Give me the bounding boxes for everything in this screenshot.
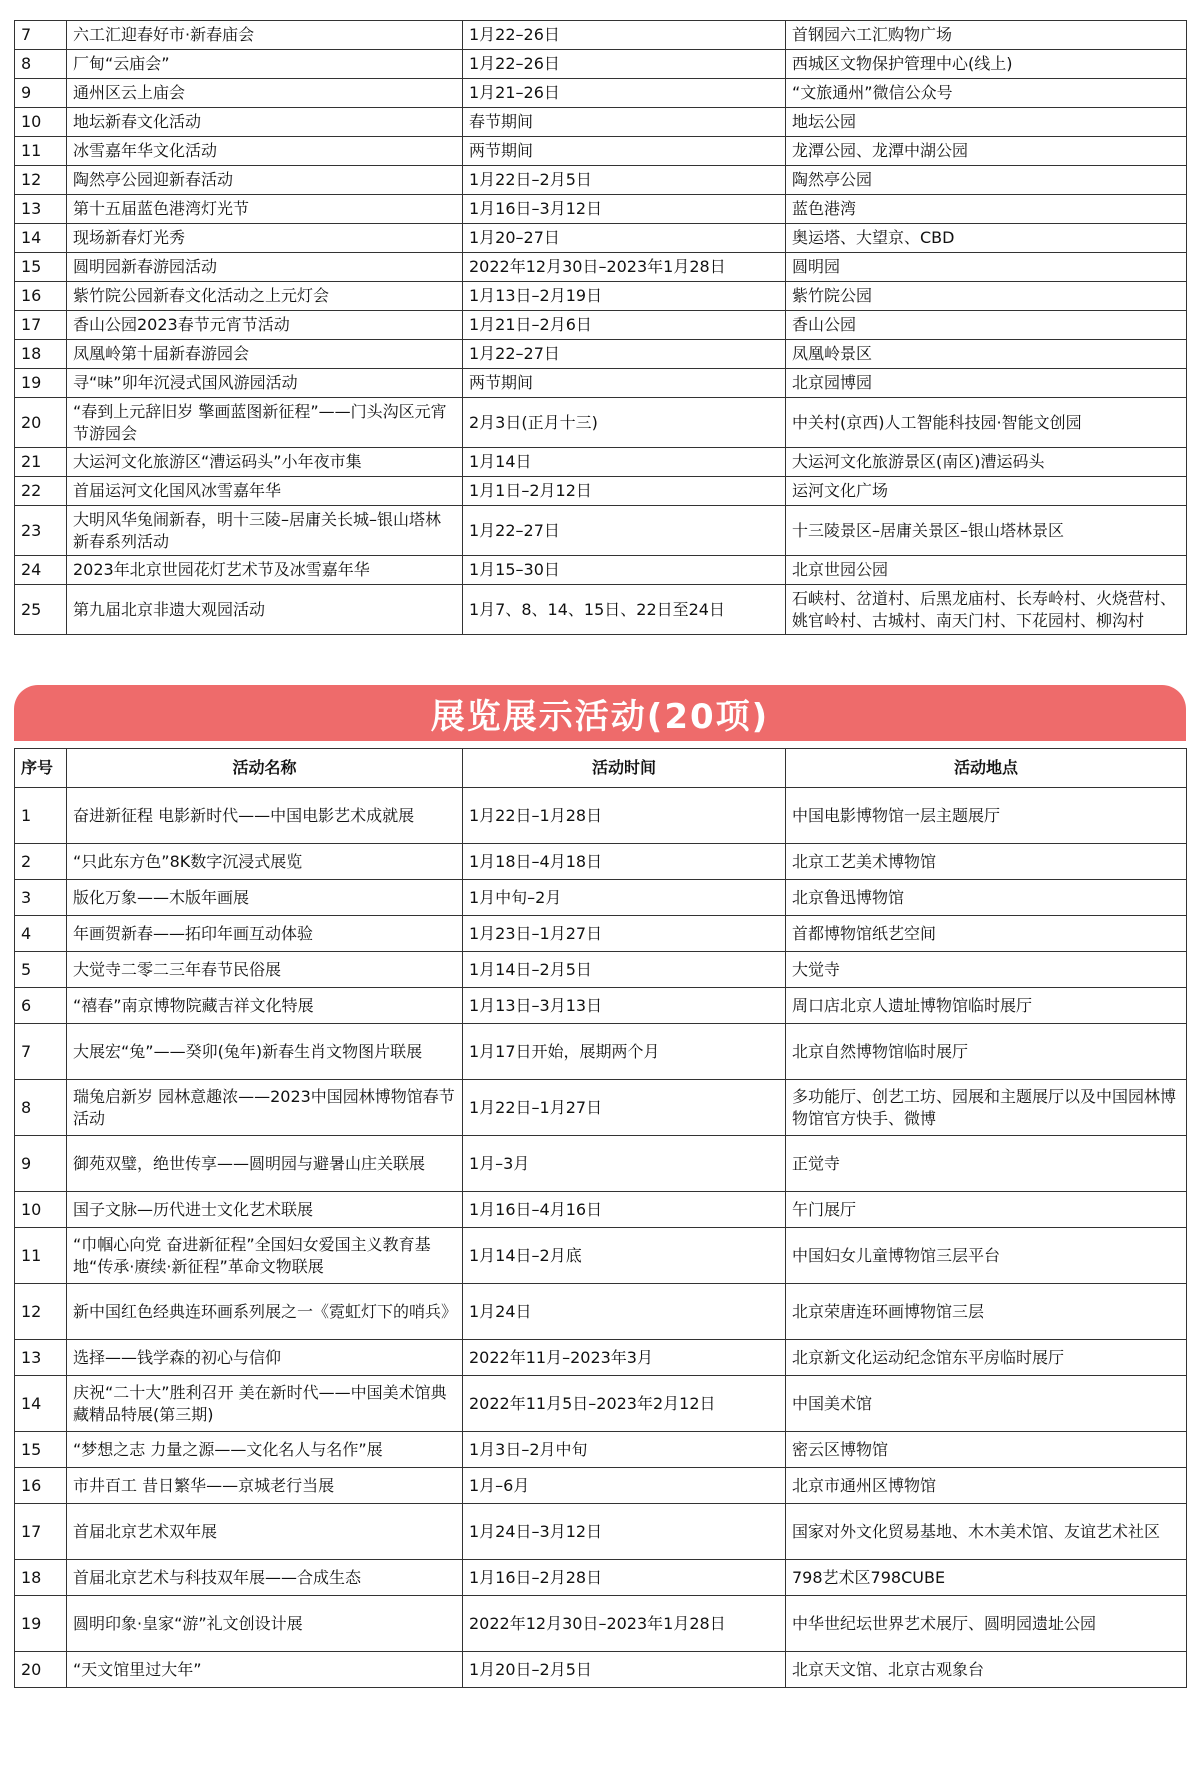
cell-name: 凤凰岭第十届新春游园会	[67, 340, 463, 369]
table-row	[15, 1596, 1187, 1652]
cell-no: 16	[15, 1468, 67, 1504]
cell-name: 第九届北京非遗大观园活动	[67, 585, 463, 635]
cell-no: 11	[15, 137, 67, 166]
cell-name: 新中国红色经典连环画系列展之一《霓虹灯下的哨兵》	[67, 1284, 463, 1340]
cell-no: 12	[15, 166, 67, 195]
cell-time: 1月3日–2月中旬	[463, 1432, 786, 1468]
table-row	[15, 108, 1187, 137]
cell-place: 紫竹院公园	[786, 282, 1187, 311]
cell-name: 紫竹院公园新春文化活动之上元灯会	[67, 282, 463, 311]
table-row	[15, 137, 1187, 166]
cell-place: 国家对外文化贸易基地、木木美术馆、友谊艺术社区	[786, 1504, 1187, 1560]
cell-no: 17	[15, 1504, 67, 1560]
cell-time: 1月13日–3月13日	[463, 988, 786, 1024]
cell-no: 9	[15, 79, 67, 108]
table-row	[15, 880, 1187, 916]
cell-place: 香山公园	[786, 311, 1187, 340]
table-row	[15, 340, 1187, 369]
cell-name: 首届北京艺术双年展	[67, 1504, 463, 1560]
cell-time: 1月14日–2月底	[463, 1228, 786, 1284]
table-row	[15, 477, 1187, 506]
table-row	[15, 1136, 1187, 1192]
cell-place: “文旅通州”微信公众号	[786, 79, 1187, 108]
cell-place: 密云区博物馆	[786, 1432, 1187, 1468]
cell-time: 1月24日–3月12日	[463, 1504, 786, 1560]
cell-time: 2022年12月30日–2023年1月28日	[463, 1596, 786, 1652]
exhibition-table	[14, 748, 1187, 1688]
cell-no: 12	[15, 1284, 67, 1340]
cell-name: 圆明园新春游园活动	[67, 253, 463, 282]
cell-time: 1月14日–2月5日	[463, 952, 786, 988]
cell-time: 1月22日–2月5日	[463, 166, 786, 195]
cell-place: 中关村(京西)人工智能科技园·智能文创园	[786, 398, 1187, 448]
cell-time: 1月24日	[463, 1284, 786, 1340]
table-row	[15, 1560, 1187, 1596]
cell-name: 御苑双璧，绝世传享——圆明园与避暑山庄关联展	[67, 1136, 463, 1192]
cell-place: 奥运塔、大望京、CBD	[786, 224, 1187, 253]
table-row	[15, 1340, 1187, 1376]
cell-place: 798艺术区798CUBE	[786, 1560, 1187, 1596]
cell-name: 六工汇迎春好市·新春庙会	[67, 21, 463, 50]
table-row	[15, 1376, 1187, 1432]
cell-place: 北京荣唐连环画博物馆三层	[786, 1284, 1187, 1340]
cell-place: 正觉寺	[786, 1136, 1187, 1192]
cell-name: 冰雪嘉年华文化活动	[67, 137, 463, 166]
cell-name: 陶然亭公园迎新春活动	[67, 166, 463, 195]
cell-time: 1月18日–4月18日	[463, 844, 786, 880]
cell-no: 14	[15, 224, 67, 253]
cell-time: 两节期间	[463, 137, 786, 166]
cell-place: 中国妇女儿童博物馆三层平台	[786, 1228, 1187, 1284]
cell-name: 大展宏“兔”——癸卯(兔年)新春生肖文物图片联展	[67, 1024, 463, 1080]
table-row	[15, 1504, 1187, 1560]
cell-time: 1月23日–1月27日	[463, 916, 786, 952]
cell-name: 版化万象——木版年画展	[67, 880, 463, 916]
cell-no: 24	[15, 556, 67, 585]
cell-no: 18	[15, 1560, 67, 1596]
cell-no: 4	[15, 916, 67, 952]
cell-no: 15	[15, 253, 67, 282]
cell-no: 1	[15, 788, 67, 844]
table-row	[15, 844, 1187, 880]
cell-place: 首都博物馆纸艺空间	[786, 916, 1187, 952]
cell-time: 1月中旬–2月	[463, 880, 786, 916]
cell-name: “只此东方色”8K数字沉浸式展览	[67, 844, 463, 880]
cell-time: 2月3日(正月十三)	[463, 398, 786, 448]
cell-time: 2022年12月30日–2023年1月28日	[463, 253, 786, 282]
table-row	[15, 1080, 1187, 1136]
table-row	[15, 1192, 1187, 1228]
cell-place: 北京工艺美术博物馆	[786, 844, 1187, 880]
table-row	[15, 21, 1187, 50]
cell-name: 寻“味”卯年沉浸式国风游园活动	[67, 369, 463, 398]
cell-name: 现场新春灯光秀	[67, 224, 463, 253]
cell-no: 25	[15, 585, 67, 635]
cell-no: 8	[15, 1080, 67, 1136]
cell-place: 陶然亭公园	[786, 166, 1187, 195]
cell-no: 7	[15, 1024, 67, 1080]
table-row	[15, 253, 1187, 282]
table-row	[15, 282, 1187, 311]
cell-time: 1月–3月	[463, 1136, 786, 1192]
cell-no: 19	[15, 1596, 67, 1652]
cell-name: 大明风华兔闹新春，明十三陵–居庸关长城–银山塔林新春系列活动	[67, 506, 463, 556]
cell-no: 8	[15, 50, 67, 79]
cell-no: 6	[15, 988, 67, 1024]
cell-place: 蓝色港湾	[786, 195, 1187, 224]
cell-time: 1月1日–2月12日	[463, 477, 786, 506]
cell-name: 大运河文化旅游区“漕运码头”小年夜市集	[67, 448, 463, 477]
cell-no: 23	[15, 506, 67, 556]
cell-name: “梦想之志 力量之源——文化名人与名作”展	[67, 1432, 463, 1468]
cell-place: 运河文化广场	[786, 477, 1187, 506]
cell-time: 1月15–30日	[463, 556, 786, 585]
table-row	[15, 556, 1187, 585]
cell-no: 15	[15, 1432, 67, 1468]
cell-place: 中国美术馆	[786, 1376, 1187, 1432]
cell-name: 国子文脉—历代进士文化艺术联展	[67, 1192, 463, 1228]
table-row	[15, 952, 1187, 988]
header-time: 活动时间	[463, 749, 786, 788]
cell-no: 9	[15, 1136, 67, 1192]
table-row	[15, 506, 1187, 556]
cell-name: 奋进新征程 电影新时代——中国电影艺术成就展	[67, 788, 463, 844]
table-row	[15, 398, 1187, 448]
table-row	[15, 166, 1187, 195]
cell-name: 圆明印象·皇家“游”礼文创设计展	[67, 1596, 463, 1652]
cell-name: 大觉寺二零二三年春节民俗展	[67, 952, 463, 988]
cell-name: 年画贺新春——拓印年画互动体验	[67, 916, 463, 952]
cell-place: 北京天文馆、北京古观象台	[786, 1652, 1187, 1688]
cell-no: 2	[15, 844, 67, 880]
section-title: 展览展示活动(20项)	[430, 696, 770, 737]
cell-name: 厂甸“云庙会”	[67, 50, 463, 79]
cell-place: 圆明园	[786, 253, 1187, 282]
cell-time: 1月22–26日	[463, 21, 786, 50]
cell-no: 13	[15, 195, 67, 224]
cell-name: 香山公园2023春节元宵节活动	[67, 311, 463, 340]
cell-no: 16	[15, 282, 67, 311]
cell-time: 春节期间	[463, 108, 786, 137]
cell-no: 10	[15, 108, 67, 137]
cell-place: 北京自然博物馆临时展厅	[786, 1024, 1187, 1080]
cell-place: 大运河文化旅游景区(南区)漕运码头	[786, 448, 1187, 477]
cell-time: 两节期间	[463, 369, 786, 398]
cell-time: 1月22日–1月28日	[463, 788, 786, 844]
cell-time: 2022年11月5日–2023年2月12日	[463, 1376, 786, 1432]
cell-time: 1月16日–3月12日	[463, 195, 786, 224]
cell-place: 北京世园公园	[786, 556, 1187, 585]
table-row	[15, 369, 1187, 398]
table-row	[15, 585, 1187, 635]
cell-place: 龙潭公园、龙潭中湖公园	[786, 137, 1187, 166]
cell-name: “巾帼心向党 奋进新征程”全国妇女爱国主义教育基地“传承·赓续·新征程”革命文物联展	[67, 1228, 463, 1284]
cell-no: 13	[15, 1340, 67, 1376]
cell-time: 1月16日–2月28日	[463, 1560, 786, 1596]
cell-place: 中华世纪坛世界艺术展厅、圆明园遗址公园	[786, 1596, 1187, 1652]
cell-no: 10	[15, 1192, 67, 1228]
table-row	[15, 916, 1187, 952]
cell-name: 2023年北京世园花灯艺术节及冰雪嘉年华	[67, 556, 463, 585]
cell-place: 西城区文物保护管理中心(线上)	[786, 50, 1187, 79]
cell-time: 1月13日–2月19日	[463, 282, 786, 311]
cell-place: 北京园博园	[786, 369, 1187, 398]
cell-name: 庆祝“二十大”胜利召开 美在新时代——中国美术馆典藏精品特展(第三期)	[67, 1376, 463, 1432]
cell-place: 北京市通州区博物馆	[786, 1468, 1187, 1504]
cell-time: 1月16日–4月16日	[463, 1192, 786, 1228]
cell-name: 市井百工 昔日繁华——京城老行当展	[67, 1468, 463, 1504]
header-place: 活动地点	[786, 749, 1187, 788]
cell-no: 19	[15, 369, 67, 398]
cell-time: 1月22–27日	[463, 340, 786, 369]
events-table-continued	[14, 20, 1187, 635]
cell-time: 1月21–26日	[463, 79, 786, 108]
cell-place: 十三陵景区–居庸关景区–银山塔林景区	[786, 506, 1187, 556]
table-row	[15, 311, 1187, 340]
cell-place: 地坛公园	[786, 108, 1187, 137]
table-row	[15, 788, 1187, 844]
table-row	[15, 1228, 1187, 1284]
cell-time: 1月20日–2月5日	[463, 1652, 786, 1688]
cell-place: 北京鲁迅博物馆	[786, 880, 1187, 916]
table-row	[15, 1024, 1187, 1080]
cell-time: 1月22日–1月27日	[463, 1080, 786, 1136]
cell-no: 14	[15, 1376, 67, 1432]
section-banner	[14, 685, 1186, 741]
cell-place: 凤凰岭景区	[786, 340, 1187, 369]
cell-place: 大觉寺	[786, 952, 1187, 988]
table-row	[15, 50, 1187, 79]
cell-place: 多功能厅、创艺工坊、园展和主题展厅以及中国园林博物馆官方快手、微博	[786, 1080, 1187, 1136]
cell-time: 1月22–26日	[463, 50, 786, 79]
cell-name: “春到上元辞旧岁 擎画蓝图新征程”——门头沟区元宵节游园会	[67, 398, 463, 448]
cell-place: 北京新文化运动纪念馆东平房临时展厅	[786, 1340, 1187, 1376]
cell-name: “禧春”南京博物院藏吉祥文化特展	[67, 988, 463, 1024]
cell-name: “天文馆里过大年”	[67, 1652, 463, 1688]
cell-time: 1月17日开始，展期两个月	[463, 1024, 786, 1080]
cell-no: 20	[15, 1652, 67, 1688]
header-no: 序号	[15, 749, 67, 788]
cell-time: 1月21日–2月6日	[463, 311, 786, 340]
table-row	[15, 1652, 1187, 1688]
table-row	[15, 988, 1187, 1024]
cell-time: 1月14日	[463, 448, 786, 477]
header-name: 活动名称	[67, 749, 463, 788]
cell-name: 地坛新春文化活动	[67, 108, 463, 137]
table-row	[15, 79, 1187, 108]
cell-time: 1月7、8、14、15日、22日至24日	[463, 585, 786, 635]
cell-name: 选择——钱学森的初心与信仰	[67, 1340, 463, 1376]
cell-name: 首届运河文化国风冰雪嘉年华	[67, 477, 463, 506]
cell-place: 周口店北京人遗址博物馆临时展厅	[786, 988, 1187, 1024]
cell-time: 2022年11月–2023年3月	[463, 1340, 786, 1376]
cell-no: 17	[15, 311, 67, 340]
cell-name: 首届北京艺术与科技双年展——合成生态	[67, 1560, 463, 1596]
cell-time: 1月20–27日	[463, 224, 786, 253]
table-row	[15, 1432, 1187, 1468]
table-header-row	[15, 749, 1187, 788]
cell-no: 7	[15, 21, 67, 50]
cell-no: 21	[15, 448, 67, 477]
table-row	[15, 195, 1187, 224]
cell-no: 5	[15, 952, 67, 988]
cell-no: 18	[15, 340, 67, 369]
cell-place: 石峡村、岔道村、后黑龙庙村、长寿岭村、火烧营村、姚官岭村、古城村、南天门村、下花园村、柳沟村	[786, 585, 1187, 635]
cell-no: 20	[15, 398, 67, 448]
cell-name: 瑞兔启新岁 园林意趣浓——2023中国园林博物馆春节活动	[67, 1080, 463, 1136]
cell-place: 午门展厅	[786, 1192, 1187, 1228]
cell-name: 第十五届蓝色港湾灯光节	[67, 195, 463, 224]
cell-place: 首钢园六工汇购物广场	[786, 21, 1187, 50]
cell-time: 1月–6月	[463, 1468, 786, 1504]
cell-no: 11	[15, 1228, 67, 1284]
cell-no: 3	[15, 880, 67, 916]
cell-time: 1月22–27日	[463, 506, 786, 556]
table-row	[15, 224, 1187, 253]
table-row	[15, 448, 1187, 477]
table-row	[15, 1468, 1187, 1504]
cell-name: 通州区云上庙会	[67, 79, 463, 108]
cell-place: 中国电影博物馆一层主题展厅	[786, 788, 1187, 844]
cell-no: 22	[15, 477, 67, 506]
table-row	[15, 1284, 1187, 1340]
